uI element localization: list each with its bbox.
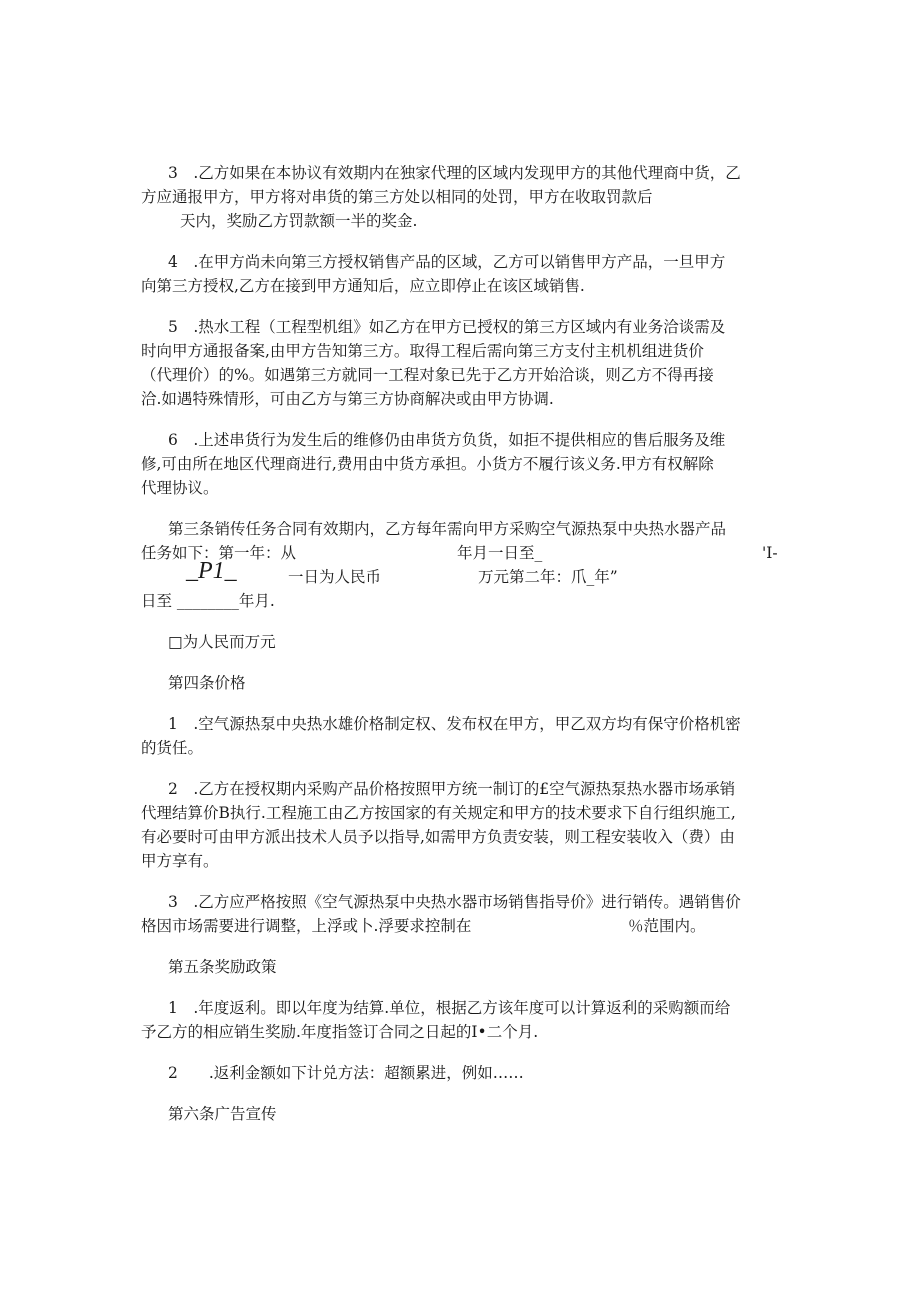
article-3-line-3a: _P1_	[186, 558, 237, 584]
article-5-2-line-1: 2 .返利金额如下计兑方法：超额累进，例如……	[168, 1064, 524, 1082]
clause-3-line-3: 天内，奖励乙方罚款额一半的奖金.	[180, 212, 418, 230]
article-5-title: 第五条奖励政策	[168, 958, 277, 976]
article-5-1-line-2: 予乙方的相应销生奖励.年度指签订合同之日起的I•二个月.	[141, 1023, 539, 1041]
article-3-line-3c: 万元第二年：爪_年”	[478, 568, 618, 586]
clause-4-line-1: 4 .在甲方尚未向第三方授权销售产品的区域，乙方可以销售甲方产品，一旦甲方	[168, 253, 726, 271]
article-3-line-2b: 年月一日至_	[457, 544, 543, 562]
article-4-2-line-1: 2 .乙方在授权期内采购产品价格按照甲方统一制订的£空气源热泵热水器市场承销	[168, 780, 736, 798]
clause-5-line-2: 时向甲方通报备案,由甲方告知第三方。取得工程后需向第三方支付主机机组进货价	[141, 342, 704, 360]
article-3-line-4: 日至 ________年月.	[141, 592, 275, 610]
clause-6-line-2: 修,可由所在地区代理商进行,费用由中货方承担。小货方不履行该义务.甲方有权解除	[141, 455, 714, 473]
article-4-2-line-2: 代理结算价B执行.工程施工由乙方按国家的有关规定和甲方的技术要求下自行组织施工,	[141, 804, 736, 822]
article-4-3-line-2b: ％范围内。	[628, 917, 706, 935]
article-4-3-line-2a: 格因市场需要进行调整，上浮或卜.浮要求控制在	[141, 917, 472, 935]
article-5-1-line-1: 1 .年度返利。即以年度为结算.单位，根据乙方该年度可以计算返利的采购额而给	[168, 999, 731, 1017]
clause-6-line-3: 代理协议。	[141, 479, 219, 497]
article-4-2-line-3: 有必要时可由甲方派出技术人员予以指导,如需甲方负责安装，则工程安装收入（费）由	[141, 828, 735, 846]
clause-3-line-2: 方应通报甲方，甲方将对串货的第三方处以相同的处罚，甲方在收取罚款后	[141, 188, 653, 206]
article-3-line-1: 第三条销传任务合同有效期内，乙方每年需向甲方采购空气源热泵中央热水器产品	[168, 520, 727, 538]
clause-6-line-1: 6 .上述串货行为发生后的维修仍由串货方负货，如拒不提供相应的售后服务及维	[168, 431, 726, 449]
article-4-2-line-4: 甲方享有。	[141, 852, 219, 870]
article-3-line-3b: 一日为人民币	[288, 568, 382, 586]
article-3-line-5: □为人民而万元	[168, 633, 276, 651]
article-4-1-line-2: 的货任。	[141, 739, 204, 757]
article-4-3-line-1: 3 .乙方应严格按照《空气源热泵中央热水器市场销售指导价》进行销传。遇销售价	[168, 893, 741, 911]
article-3-line-2c: 'I-	[762, 544, 778, 562]
clause-4-line-2: 向第三方授权,乙方在接到甲方通知后，应立即停止在该区域销售.	[141, 277, 585, 295]
clause-5-line-3: （代理价）的%。如遇第三方就同一工程对象已先于乙方开始洽谈，则乙方不得再接	[141, 366, 714, 384]
clause-5-line-4: 洽.如遇特殊情形，可由乙方与第三方协商解决或由甲方协调.	[141, 390, 554, 408]
clause-5-line-1: 5 .热水工程（工程型机组》如乙方在甲方已授权的第三方区域内有业务洽谈需及	[168, 318, 726, 336]
article-4-title: 第四条价格	[168, 674, 246, 692]
article-6-title: 第六条广告宣传	[168, 1105, 277, 1123]
article-3-line-2a: 任务如下：第一年：从	[141, 544, 297, 562]
clause-3-line-1: 3 .乙方如果在本协议有效期内在独家代理的区域内发现甲方的其他代理商中货，乙	[168, 164, 741, 182]
article-4-1-line-1: 1 .空气源热泵中央热水雄价格制定权、发布权在甲方，甲乙双方均有保守价格机密	[168, 715, 741, 733]
